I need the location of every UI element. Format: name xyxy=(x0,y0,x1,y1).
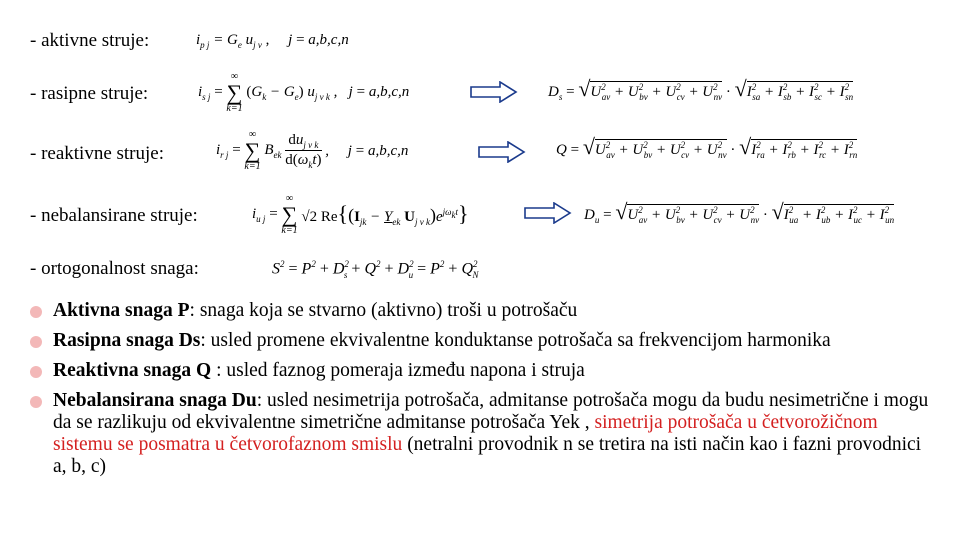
bullet-icon xyxy=(30,336,42,348)
formula-scattered-current: $i_{s j}$ = ∞ ∑ k=1 $(G_k - G_e)$ $u_{j v k}$ , j = a,b,c,n xyxy=(198,71,410,114)
label-aktivne-struje: - aktivne struje: xyxy=(30,30,150,51)
arrow-icon xyxy=(524,202,572,224)
bullet-term: Nebalansirana snaga Du xyxy=(53,390,257,411)
formula-reactive-current: $i_{r j}$ = ∞ ∑ k=1 $B_{ek}$ $du_{j v k}$ $d(\omega_kt)$ , j = a,b,c,n xyxy=(216,129,409,172)
definitions-list xyxy=(30,300,935,478)
bullet-term: Rasipna snaga Ds xyxy=(53,330,201,351)
bullet-term: Aktivna snaga P xyxy=(53,300,190,321)
label-rasipne-struje: - rasipne struje: xyxy=(30,83,149,104)
label-ortogonalnost-snaga: - ortogonalnost snaga: xyxy=(30,258,199,279)
formula-unbalanced-current: $i_{u j}$ = ∞ ∑ k=1 √2 $Re\{(I_{jk} - Y_{ek}$ $U_{j v k})e^{j\omega_kt}$} xyxy=(252,193,469,236)
label-reaktivne-struje: - reaktivne struje: xyxy=(30,143,165,164)
bullet-text: : usled nesimetrija potrošača, admitanse potrošača mogu da budu nesimetrične i mogu da se razlikuju od ekvivalentne simetrične admitanse potrošača Yek , xyxy=(53,390,929,433)
bullet-text: : usled faznog pomeraja između napona i struja xyxy=(216,360,585,381)
bullet-text-highlight: simetrija potrošača u četvorožičnom sistemu se posmatra u četvorofaznom smislu xyxy=(53,412,878,455)
bullet-text: : usled promene ekvivalentne konduktanse potrošača sa frekvencijom harmonika xyxy=(200,330,831,351)
formula-active-current: $i_{p j} = G_e$ $u_{j v}$ , j = a,b,c,n xyxy=(196,32,349,50)
formula-power-orthogonality: $S^2 = P^2 + D^2_s + Q^2 + D^2_u = P^2 + Q^2_N$ xyxy=(272,259,479,280)
list-item xyxy=(30,330,935,352)
bullet-text: : snaga koja se stvarno (aktivno) troši u potrošaču xyxy=(189,300,578,321)
bullet-term: Reaktivna snaga Q xyxy=(53,360,217,381)
label-nebalansirane-struje: - nebalansirane struje: xyxy=(30,205,198,226)
arrow-icon xyxy=(478,141,526,163)
bullet-text-tail: (netralni provodnik n se tretira na isti način kao i fazni provodnici a, b, c) xyxy=(53,434,922,477)
list-item xyxy=(30,390,935,478)
formula-Ds: $D_s = √U^2_{av} + U^2_{bv} + U^2_{cv} + U^2_{nv} \cdot √I^2_{sa} + I^2_{sb} + I^2_{sc} + I^2_{sn}$ xyxy=(548,76,854,102)
arrow-icon xyxy=(470,81,518,103)
formula-Du: $D_u = √U^2_{av} + U^2_{bv} + U^2_{cv} + U^2_{nv} \cdot √I^2_{ua} + I^2_{ub} + I^2_{uc} + I^2_{un}$ xyxy=(584,199,895,225)
formula-Q: $Q = √U^2_{av} + U^2_{bv} + U^2_{cv} + U^2_{nv} \cdot √I^2_{ra} + I^2_{rb} + I^2_{rc} + I^2_{rn}$ xyxy=(556,134,858,160)
list-item xyxy=(30,300,935,322)
list-item xyxy=(30,360,935,382)
bullet-icon xyxy=(30,306,42,318)
bullet-icon xyxy=(30,366,42,378)
bullet-icon xyxy=(30,396,42,408)
